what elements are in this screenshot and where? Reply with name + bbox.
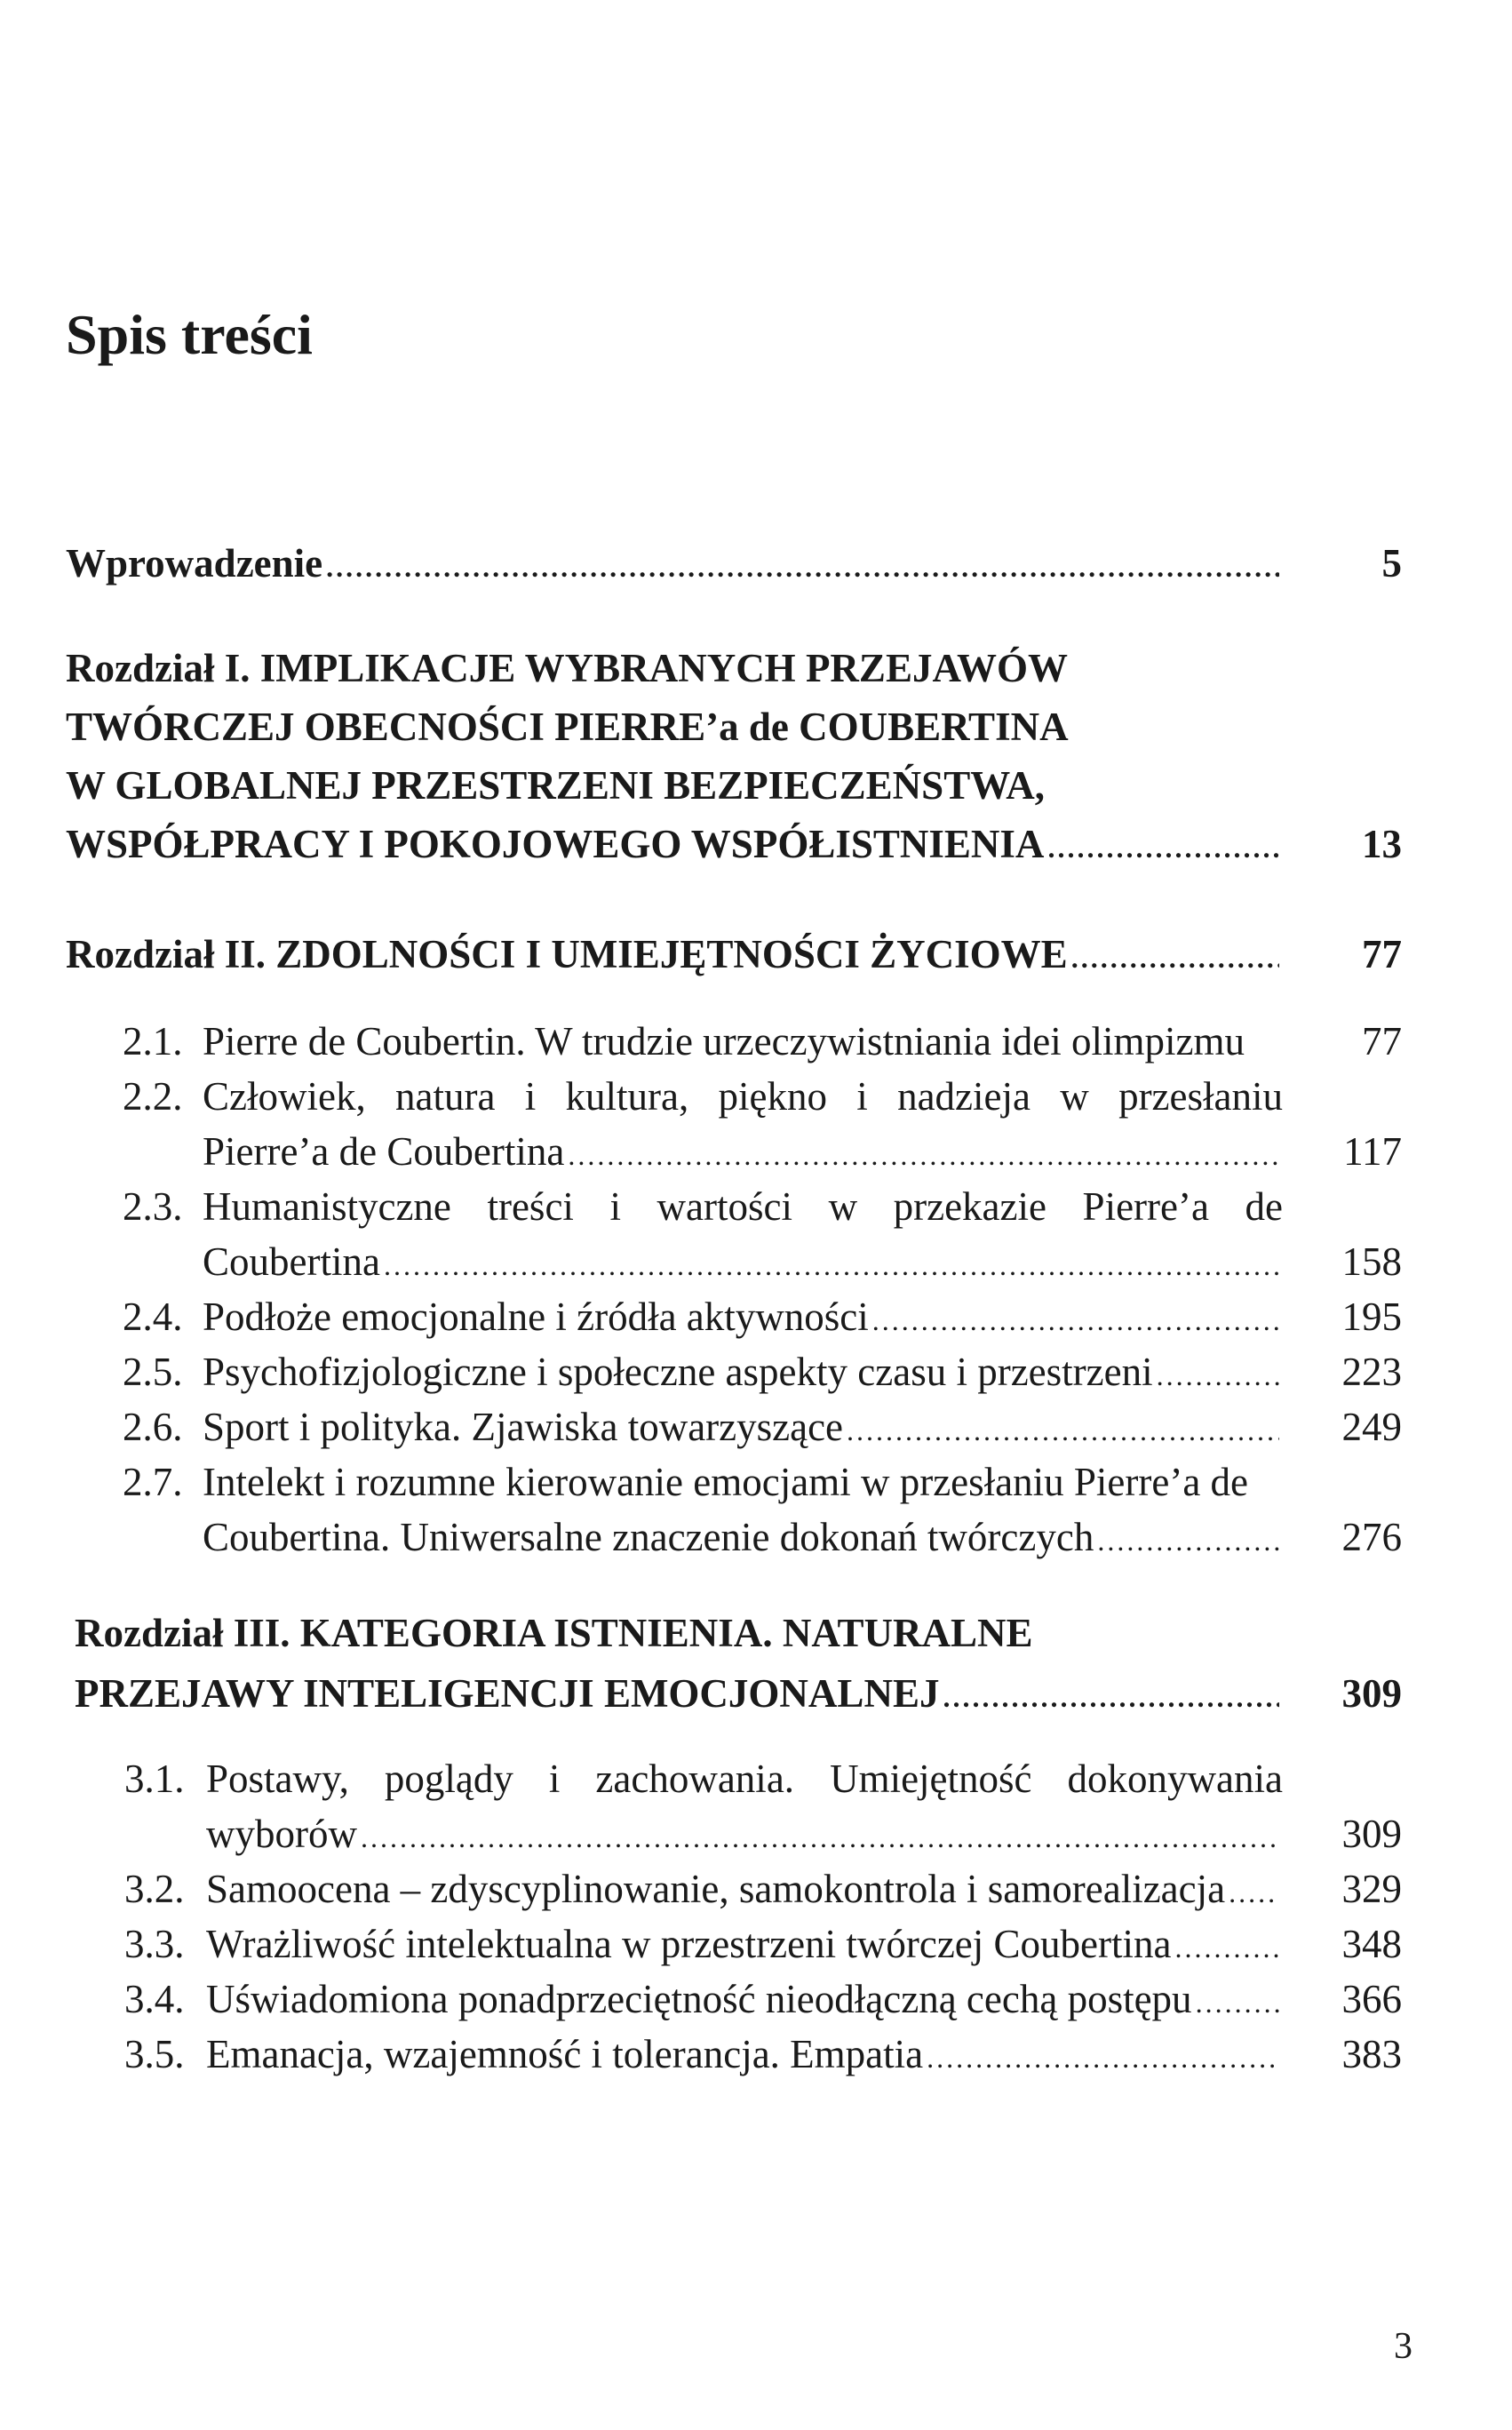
dot-leader (847, 1416, 1279, 1445)
section-2-3-title-cont[interactable]: Coubertina ..... (203, 1242, 1283, 1282)
entry-label: Wprowadzenie (66, 541, 323, 586)
chapter-1-title-line[interactable]: Rozdział I. IMPLIKACJE WYBRANYCH PRZEJAWÓW (66, 646, 1068, 690)
folio-page-number: 3 (1394, 2326, 1413, 2367)
section-2-7-title-cont[interactable]: Coubertina. Uniwersalne znaczenie dokonań twórczych ..... (203, 1518, 1283, 1558)
dot-leader (1047, 833, 1279, 862)
chapter-3-page-number: 309 (1341, 1671, 1402, 1716)
chapter-1-title-line[interactable]: WSPÓŁPRACY I POKOJOWEGO WSPÓŁISTNIENIA ..... (66, 825, 1283, 864)
section-page-number: 77 (1362, 1019, 1402, 1064)
section-page-number: 348 (1341, 1922, 1402, 1966)
dot-leader (326, 553, 1279, 581)
section-number: 3.4. (124, 1977, 185, 2021)
section-3-2-title[interactable]: Samoocena – zdyscyplinowanie, samokontrola i samorealizacja ..... (206, 1869, 1283, 1909)
section-number: 3.1. (124, 1757, 185, 1801)
section-number: 3.2. (124, 1867, 185, 1911)
dot-leader (361, 1823, 1279, 1852)
page-title: Spis treści (66, 303, 313, 366)
section-number: 2.6. (123, 1405, 183, 1449)
dot-leader (1071, 944, 1279, 972)
section-2-7-title[interactable]: Intelekt i rozumne kierowanie emocjami w przesłaniu Pierre’a de (203, 1460, 1249, 1504)
section-3-1-title-cont[interactable]: wyborów ..... (206, 1814, 1283, 1854)
chapter-1-page-number: 13 (1362, 822, 1402, 866)
dot-leader (1196, 1988, 1279, 2017)
section-number: 2.1. (123, 1019, 183, 1064)
dot-leader (1229, 1878, 1279, 1907)
section-page-number: 276 (1341, 1515, 1402, 1559)
chapter-3-title-line[interactable]: Rozdział III. KATEGORIA ISTNIENIA. NATURALNE (75, 1611, 1033, 1655)
chapter-1-title-line[interactable]: TWÓRCZEJ OBECNOŚCI PIERRE’a de COUBERTINA (66, 705, 1069, 749)
entry-page-number: 5 (1381, 541, 1402, 586)
chapter-2-title[interactable]: Rozdział II. ZDOLNOŚCI I UMIEJĘTNOŚCI ŻYCIOWE ..... (66, 935, 1283, 975)
section-number: 2.3. (123, 1184, 183, 1229)
section-3-5-title[interactable]: Emanacja, wzajemność i tolerancja. Empatia ..... (206, 2035, 1283, 2075)
section-3-4-title[interactable]: Uświadomiona ponadprzeciętność nieodłączną cechą postępu ..... (206, 1980, 1283, 2020)
section-page-number: 223 (1341, 1350, 1402, 1394)
section-2-2-title-cont[interactable]: Pierre’a de Coubertina ..... (203, 1132, 1283, 1172)
section-number: 3.3. (124, 1922, 185, 1966)
section-number: 3.5. (124, 2032, 185, 2076)
section-number: 2.4. (123, 1295, 183, 1339)
dot-leader (568, 1141, 1279, 1169)
section-number: 2.2. (123, 1074, 183, 1119)
dot-leader (1097, 1526, 1279, 1555)
toc-entry-intro[interactable] (66, 541, 1283, 586)
section-page-number: 383 (1341, 2032, 1402, 2076)
section-3-1-title[interactable]: Postawy, poglądy i zachowania. Umiejętność dokonywania (206, 1757, 1283, 1801)
dot-leader (927, 2044, 1279, 2072)
section-page-number: 249 (1341, 1405, 1402, 1449)
section-page-number: 195 (1341, 1295, 1402, 1339)
section-page-number: 329 (1341, 1867, 1402, 1911)
section-number: 2.5. (123, 1350, 183, 1394)
dot-leader (1157, 1361, 1279, 1390)
chapter-3-title-line[interactable]: PRZEJAWY INTELIGENCJI EMOCJONALNEJ ..... (75, 1674, 1283, 1714)
dot-leader (872, 1306, 1279, 1335)
section-2-4-title[interactable]: Podłoże emocjonalne i źródła aktywności ..... (203, 1297, 1283, 1337)
dot-leader (384, 1251, 1279, 1279)
section-page-number: 366 (1341, 1977, 1402, 2021)
section-2-3-title[interactable]: Humanistyczne treści i wartości w przekazie Pierre’a de (203, 1184, 1283, 1229)
section-3-3-title[interactable]: Wrażliwość intelektualna w przestrzeni twórczej Coubertina ..... (206, 1924, 1283, 1964)
section-page-number: 117 (1343, 1129, 1402, 1174)
chapter-2-page-number: 77 (1362, 932, 1402, 976)
section-2-2-title[interactable]: Człowiek, natura i kultura, piękno i nadzieja w przesłaniu (203, 1074, 1283, 1119)
section-2-6-title[interactable]: Sport i polityka. Zjawiska towarzyszące ..... (203, 1407, 1283, 1447)
dot-leader (1174, 1933, 1279, 1962)
chapter-1-title-line[interactable]: W GLOBALNEJ PRZESTRZENI BEZPIECZEŃSTWA, (66, 763, 1045, 808)
dot-leader (943, 1683, 1279, 1711)
section-number: 2.7. (123, 1460, 183, 1504)
section-page-number: 309 (1341, 1812, 1402, 1856)
section-2-1-title[interactable]: Pierre de Coubertin. W trudzie urzeczywistniania idei olimpizmu (203, 1019, 1245, 1064)
section-page-number: 158 (1341, 1239, 1402, 1284)
section-2-5-title[interactable]: Psychofizjologiczne i społeczne aspekty czasu i przestrzeni ..... (203, 1352, 1283, 1392)
